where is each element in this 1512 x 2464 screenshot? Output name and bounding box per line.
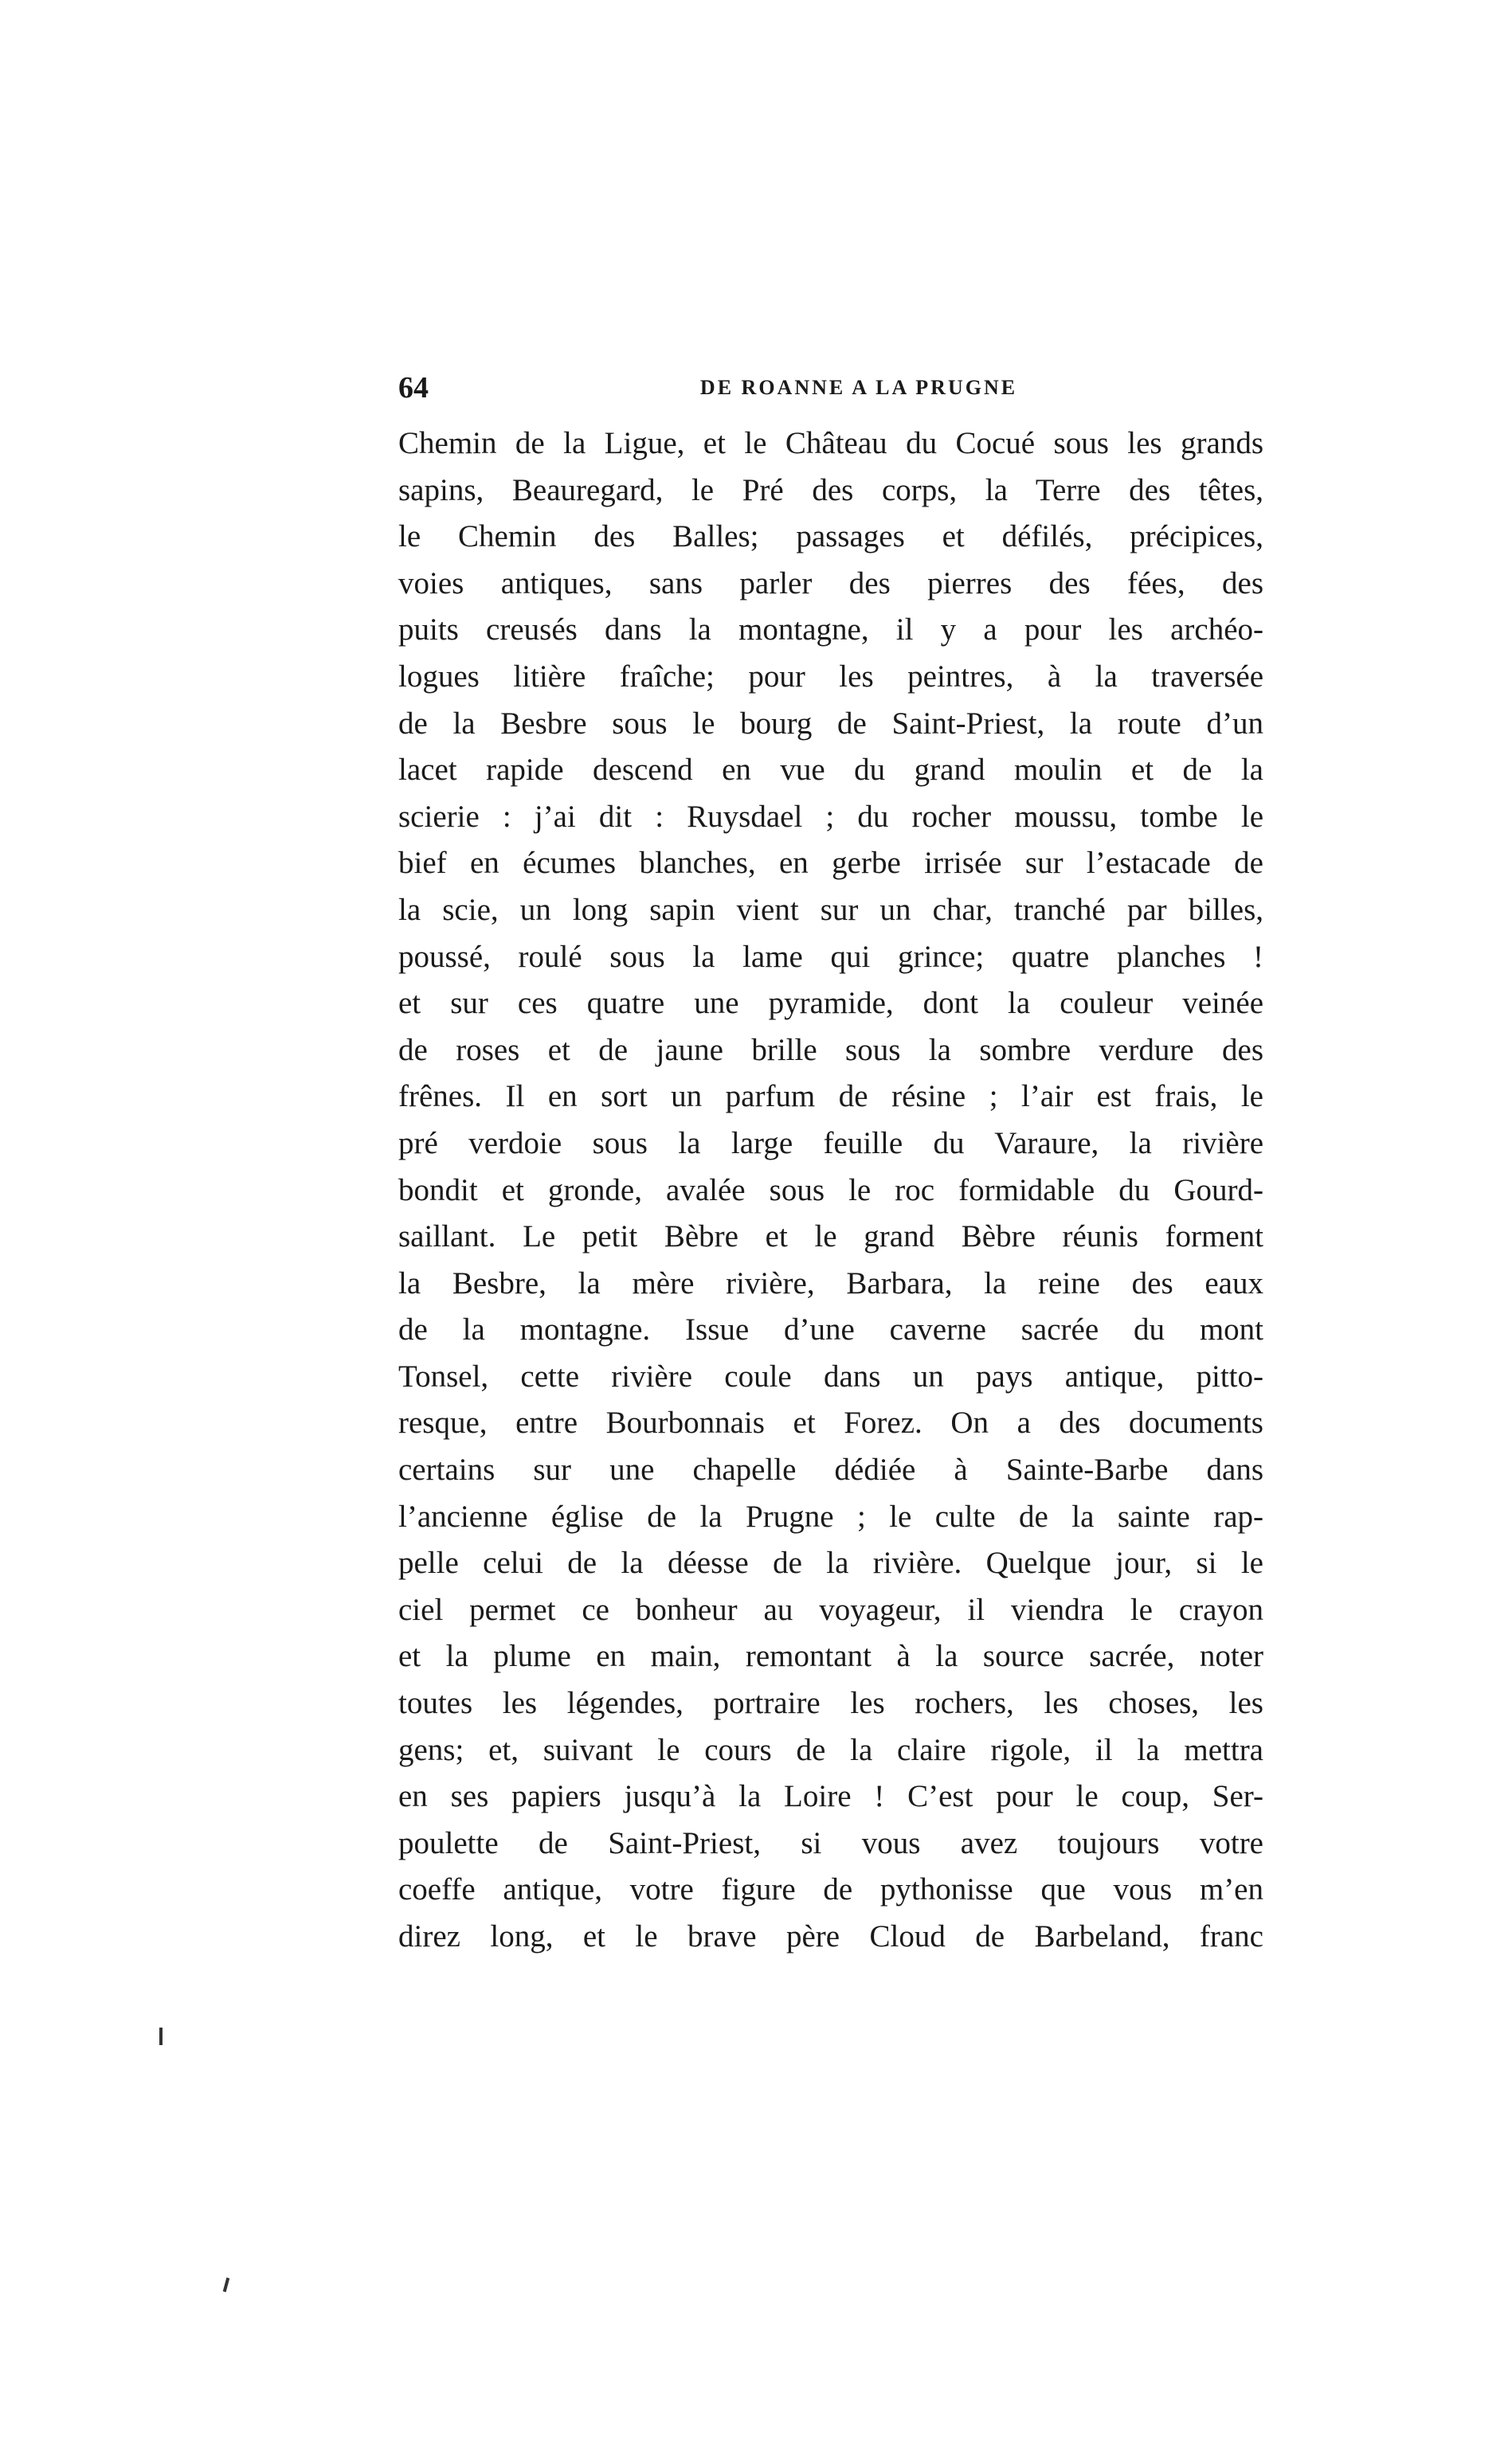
text-line: bondit et gronde, avalée sous le roc formidable du Gourd- (398, 1172, 1263, 1207)
running-title: DE ROANNE A LA PRUGNE (699, 376, 1018, 399)
text-line: et sur ces quatre une pyramide, dont la couleur veinée (398, 986, 1263, 1021)
text-line: lacet rapide descend en vue du grand moulin et de la (398, 753, 1263, 788)
text-line: frênes. Il en sort un parfum de résine ; l’air est frais, le (398, 1079, 1263, 1114)
text-line: de roses et de jaune brille sous la sombre verdure des (398, 1032, 1263, 1067)
text-line: sapins, Beauregard, le Pré des corps, la Terre des têtes, (398, 472, 1263, 507)
text-line: pelle celui de la déesse de la rivière. Quelque jour, si le (398, 1546, 1263, 1581)
text-line: toutes les légendes, portraire les rochers, les choses, les (398, 1686, 1263, 1721)
page-header (398, 368, 1263, 408)
text-line: le Chemin des Balles; passages et défilés, précipices, (398, 519, 1263, 554)
text-line: bief en écumes blanches, en gerbe irrisée sur l’estacade de (398, 846, 1263, 881)
text-line: voies antiques, sans parler des pierres des fées, des (398, 565, 1263, 600)
text-line: de la Besbre sous le bourg de Saint-Priest, la route d’un (398, 706, 1263, 741)
text-line: l’ancienne église de la Prugne ; le culte de la sainte rap- (398, 1499, 1263, 1534)
text-line: resque, entre Bourbonnais et Forez. On a des documents (398, 1406, 1263, 1441)
page-number: 64 (398, 371, 429, 405)
scan-speck (223, 2278, 230, 2292)
text-line: la Besbre, la mère rivière, Barbara, la reine des eaux (398, 1265, 1263, 1300)
text-line: gens; et, suivant le cours de la claire rigole, il la mettra (398, 1732, 1263, 1767)
text-line: poussé, roulé sous la lame qui grince; quatre planches ! (398, 939, 1263, 974)
body-text (398, 420, 1263, 1961)
text-line: Tonsel, cette rivière coule dans un pays antique, pitto- (398, 1359, 1263, 1394)
text-line: logues litière fraîche; pour les peintres, à la traversée (398, 659, 1263, 694)
text-line: la scie, un long sapin vient sur un char, tranché par billes, (398, 892, 1263, 927)
text-line: Chemin de la Ligue, et le Château du Cocué sous les grands (398, 426, 1263, 460)
text-line: saillant. Le petit Bèbre et le grand Bèbre réunis forment (398, 1219, 1263, 1254)
text-line: coeffe antique, votre figure de pythonisse que vous m’en (398, 1872, 1263, 1907)
text-line: et la plume en main, remontant à la source sacrée, noter (398, 1639, 1263, 1674)
text-line: puits creusés dans la montagne, il y a pour les archéo- (398, 612, 1263, 647)
scan-speck (159, 2028, 163, 2045)
text-line: certains sur une chapelle dédiée à Sainte-Barbe dans (398, 1453, 1263, 1488)
text-line: scierie : j’ai dit : Ruysdael ; du rocher moussu, tombe le (398, 799, 1263, 834)
text-line: ciel permet ce bonheur au voyageur, il viendra le crayon (398, 1592, 1263, 1627)
text-line: poulette de Saint-Priest, si vous avez toujours votre (398, 1825, 1263, 1860)
text-line: pré verdoie sous la large feuille du Varaure, la rivière (398, 1125, 1263, 1160)
text-line: de la montagne. Issue d’une caverne sacrée du mont (398, 1312, 1263, 1347)
text-line: direz long, et le brave père Cloud de Barbeland, franc (398, 1919, 1263, 1954)
text-line: en ses papiers jusqu’à la Loire ! C’est pour le coup, Ser- (398, 1779, 1263, 1814)
